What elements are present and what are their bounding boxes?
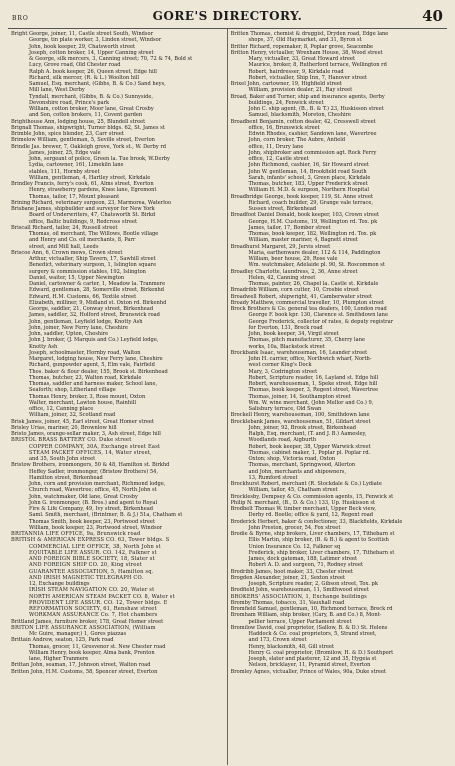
directory-entry: Mc Guire, manager,) 1, Gores piazzas xyxy=(29,631,127,637)
directory-entry: Brisbane James, shipbuilder and surveyor for New York xyxy=(11,206,155,212)
directory-entry: Broadwell Robert, shipwright, 41, Camberwater street xyxy=(230,293,373,300)
directory-entry: 12, Exchange buildings xyxy=(29,581,90,587)
directory-entry: Brogden Alexander, joiner, 21, Sexton street xyxy=(230,574,346,581)
directory-entry: COPPER COMPANY, 30A, Exchange street East xyxy=(29,443,161,450)
directory-entry: Britten Thomas, chemist & druggist, Dryden road, Edge lane xyxy=(230,31,389,37)
directory-entry: Robert, warehouseman, 1, Speke street, Edge hill xyxy=(248,381,378,387)
directory-entry: Church road, Wavertree; office, 45, North John st xyxy=(29,487,157,494)
directory-entry: Bromfield Samuel, gentleman, 10, Richmond terrace, Breck rd xyxy=(230,606,393,612)
directory-entry: Brittland James, furniture broker, 178, Great Homer street xyxy=(11,618,164,625)
directory-entry: William, tailor, 45, Chatham street xyxy=(248,487,338,494)
directory-entry: Brixel John, cartowner, 19, Highfield street xyxy=(230,81,342,87)
directory-entry: BRISTOL BRASS BATTERY CO. Duke street xyxy=(11,437,132,444)
directory-entry: Thomas Henry, broker, 3, Rose mount, Oxton xyxy=(29,393,146,400)
directory-entry: Saml. Smith, merchant, (Brintmer, B. & J.) 51a, Chatham st xyxy=(29,512,183,519)
directory-entry: Brighthouse Ann, lodging house, 25, Blundell street xyxy=(11,118,146,125)
directory-entry: Brimelow William, gentleman, 5, Seville street, Everton xyxy=(11,137,155,144)
directory-entry: Philip N. merchant, (B., D. & Co.) 133, Up. Huskisson st xyxy=(230,499,376,506)
directory-entry: Thomas, saddler and harness maker, School lane, xyxy=(29,381,158,387)
directory-entry: Edward, H.M. Customs, 66, Textile street xyxy=(29,293,137,300)
directory-entry: BRITANNIA LIFE OFFICE, 9a, Brunswick road xyxy=(11,531,141,537)
directory-columns xyxy=(8,29,447,765)
directory-entry: Devonshire road, Prince's park xyxy=(29,99,110,106)
directory-entry: Robert, book keeper, 38, Upper Warwick street xyxy=(248,443,371,450)
directory-entry: Britter Richard, ropemaker, 8, Poplar grove, Seacombe xyxy=(230,43,374,50)
directory-entry: Sussex street, Birkenhead xyxy=(248,206,317,212)
directory-entry: William, book keeper, 23, Portwood street, Windsor xyxy=(29,524,163,531)
directory-entry: Briscoe Ann, 6, Crown mews, Crown street xyxy=(11,249,123,256)
directory-entry: James, saddler, 32, Holford street, Brunswick road xyxy=(29,312,160,319)
directory-entry: James, joiner, 25, Edge vale xyxy=(29,149,101,156)
directory-entry: George, tin plate worker, 3, Linden street, Windsor xyxy=(29,37,162,44)
directory-entry: Union Insurance Co. 12, Falkner sq xyxy=(248,543,341,550)
directory-entry: office, Baltic buildings, 9, Redcross street xyxy=(29,218,138,225)
directory-entry: Daniel, cartowner & carter, 1, Meadow la. Tranmere xyxy=(29,281,166,287)
directory-entry: Bromilow David, coal proprietor, (Sallow, B. & D.) St. Helens xyxy=(230,624,388,631)
directory-entry: George, H.M. Customs, 19, Wellington rd. Tox. pk xyxy=(248,218,378,225)
directory-entry: Richard, coach builder, 29, Grange vale terrace, xyxy=(248,199,374,206)
directory-entry: Thos. baker & flour dealer, 155, Brook st. Birkenhead xyxy=(29,368,168,375)
directory-entry: Robert, victualler, Ship Inn, 7, Hanover street xyxy=(248,74,368,81)
directory-entry: Robert, hairdresser, 9, Kirkdale road xyxy=(248,68,344,75)
directory-entry: for Everton, 131, Breck road xyxy=(248,324,323,331)
directory-entry: George F. book kpr. 130, Clarence st. Smithdown lane xyxy=(248,312,388,319)
directory-entry: Arthur, victualler, Ship Tavern, 17, Sawhill street xyxy=(29,256,156,262)
directory-entry: Edward, gentleman, 28, Somerville street, Birkenhd xyxy=(29,287,165,294)
directory-entry: John J. broker, (J. Marquis and Co.) Leyfield lodge, xyxy=(29,337,159,344)
directory-entry: Margaret, lodging house, New Ferry lane, Cheshire xyxy=(29,356,163,362)
directory-entry: street, and Mill hall, Leeds xyxy=(29,243,99,250)
directory-entry: EQUITABLE LIFE ASSUR. CO. 142, Falkner st xyxy=(29,549,157,556)
directory-entry: Brocklebank James, warehouseman, 51, Gildart street xyxy=(230,418,371,425)
directory-entry: Brodfield John, warehouseman, 11, Smithwood street xyxy=(230,587,369,594)
directory-entry: James, dock gateman, 188, Latimer street xyxy=(248,556,358,562)
directory-entry: Ellis Martin, ship broker, (B. & B.) & agent to Scottish xyxy=(248,537,389,544)
directory-entry: and 173, Crown street xyxy=(248,637,307,644)
directory-entry: Thomas, joiner, 14, Southampton street xyxy=(248,393,351,400)
directory-entry: Brodie & Byrne, ship brokers, Liver chambers, 17, Tithebarn st xyxy=(230,531,395,537)
directory-entry: Bromby Thomas, tobacco, 31, Vauxhall road xyxy=(230,599,345,606)
directory-entry: Walter, merchant, Lawton house, Rainhill xyxy=(29,399,137,406)
directory-entry: John, watchmaker, Old lane, Great Crosby xyxy=(29,493,138,500)
directory-entry: Thomas, butcher, 183, Upper Frederick street xyxy=(248,181,368,187)
directory-entry: surgery & commission stables, 192, Islington xyxy=(29,268,146,275)
directory-entry: Broady Matthew, commercial traveller, 10, Plumpton street xyxy=(230,299,385,306)
directory-entry: Richard, gunpowder agent, 5, Elm vale, Fairfield xyxy=(29,362,155,369)
directory-entry: Wm. W. wine merchant, (John Mellor and Co.) 9, xyxy=(248,399,374,406)
directory-entry: Derby rd. Bootle; office & yard, 12, Regent road xyxy=(248,512,374,519)
directory-entry: IRISH STEAM NAVIGATION CO. 20, Water st xyxy=(29,587,155,594)
directory-entry: James, tailor, 17, Bomber street xyxy=(248,224,331,231)
directory-entry: John, saddler, Upton, Cheshire xyxy=(29,331,109,337)
directory-entry: REFORMATION SOCIETY, 61, Renshaw street xyxy=(29,606,157,612)
directory-entry: Board of Underwriters, 47, Chatsworth St. Birkd xyxy=(29,212,156,219)
directory-entry: lane, Higher Tranmere xyxy=(29,656,89,662)
directory-entry: shops, 37, Old Haymarket, and 31, Byron st xyxy=(248,37,362,44)
directory-entry: Broadhurst Margaret, 29, Jervis street xyxy=(230,243,331,250)
directory-entry: Broad, Baker and Turner, ship and insurance agents, Derby xyxy=(230,93,385,100)
directory-entry: office, 16, Brunswick street xyxy=(248,124,320,131)
directory-entry: Brockbank Isaac, warehouseman, 16, Leander street xyxy=(230,349,368,356)
directory-entry: Benedict, veterinary surgeon, 1, Islington square xyxy=(29,262,157,269)
directory-entry: William, master mariner, 4, Bagnett street xyxy=(248,237,358,244)
directory-entry: Daniel, waiter, 15, Upper Newington xyxy=(29,274,125,281)
directory-entry: Mary, victualler, 33, Great Howard street xyxy=(248,56,356,62)
directory-entry: John Richmond, cashier, 16, Sir Howard street xyxy=(248,162,369,169)
running-head: BRO xyxy=(12,15,29,22)
directory-entry: Edwin Rhodes, cashier, Sandown lane, Wavertree xyxy=(248,131,377,137)
directory-entry: Salisbury terrace, Old Swan xyxy=(248,406,322,412)
left-column xyxy=(8,29,228,765)
directory-entry: Thomas Smith, book keeper, 23, Portwood street xyxy=(29,518,155,525)
directory-entry: John, gentleman, Leyfield lodge, Knotty Ash xyxy=(29,318,143,325)
directory-entry: John W. gentleman, 14, Brookfield road South xyxy=(248,168,367,175)
directory-entry: William Henry, book keeper, Alma bank, Prenton xyxy=(29,649,155,656)
directory-entry: Knotty Ash xyxy=(29,343,58,350)
directory-entry: Hamilton street, Birkenhead xyxy=(29,474,103,481)
directory-entry: Joseph, schoolmaster, Hornby road, Walton xyxy=(29,349,141,356)
directory-entry: Oxton; shop, Victoria road, Oxton xyxy=(248,456,336,462)
directory-entry: Ralph, Esq. merchant, (T. and J. B.) Aamesley, xyxy=(248,431,367,437)
directory-entry: John, corn and provision merchant, Richmond lodge, xyxy=(29,481,166,487)
directory-entry: Maria, earthenware dealer, 112 & 114, Paddington xyxy=(248,249,381,256)
directory-entry: west corner King's Dock xyxy=(248,362,312,369)
directory-entry: Britton Henry, victualler, Wrexham House, 38, Wood street xyxy=(230,49,383,56)
directory-entry: and John, merchants and shipowners, xyxy=(248,468,346,475)
directory-entry: John H. carrier, office, Northwich wharf, North- xyxy=(248,356,372,362)
directory-entry: Brining Richard, veterinary surgeon, 23, Marmorea, Waterloo xyxy=(11,199,172,206)
page-number: 40 xyxy=(422,7,443,25)
directory-entry: Lucy, Grove road, Old Chester road xyxy=(29,62,121,69)
directory-entry: Brisk James, joiner, 45, Earl street, Great Homer street xyxy=(11,418,154,425)
directory-entry: WORKMAN ASSURANCE Co. 7, Hot chambers xyxy=(29,612,158,619)
directory-entry: Brock Brothers & Co. general tea dealers, 100, London road xyxy=(230,306,387,312)
directory-entry: Frederick, ship broker, Liver chambers, 17, Tithebarn st xyxy=(248,549,395,556)
directory-entry: Briscall Richard, tailor, 24, Russell street xyxy=(11,224,118,231)
directory-entry: William H. M.D. & surgeon, Northern Hospital xyxy=(248,187,370,194)
directory-entry: and 35, South John street xyxy=(29,456,96,462)
directory-entry: Brittan John, seaman, 17, Johnson street, Walton road xyxy=(11,662,151,669)
directory-entry: COMMERCIAL LIFE OFFICE, 38, North John st xyxy=(29,543,161,550)
directory-entry: Brockhurst Robert, merchant (R. Stockdale & Co.) Lydiate xyxy=(230,481,382,487)
directory-entry: Haddock & Co. coal proprietors, 5, Strand street, xyxy=(248,631,377,637)
directory-entry: Tyndall, merchant, (Gibbs, B. & Co.) Sunnyside, xyxy=(29,93,154,100)
directory-entry: John, sergeant of police, Green la. Tue brook, W.Derby xyxy=(29,156,170,162)
directory-entry: AND IRISH MAGNETIC TELEGRAPH CO. xyxy=(29,574,144,581)
directory-entry: Brodribb James, boot maker, 33, Chester street xyxy=(230,568,353,575)
directory-entry: BROKERS' ASSOCIATION, 1, Exchange buildings xyxy=(230,593,367,600)
directory-entry: Brisley Urias, mariner, 20, Brownlow hill xyxy=(11,424,117,431)
directory-entry: Mary, 3, Codrington street xyxy=(248,368,318,375)
directory-entry: BRITON LIFE ASSURANCE ASSOCIATION, (William xyxy=(11,624,156,631)
directory-entry: Broadbent Benjamin, cotton dealer, 42, Cresswell street xyxy=(230,118,376,125)
directory-entry: STEAM PACKET OFFICES, 14, Water street, xyxy=(29,449,152,456)
directory-entry: buildings, 24, Fenwick street xyxy=(248,99,324,106)
directory-entry: Lydia, cartowner, 161, Limekiln lane xyxy=(29,162,124,169)
directory-entry: Broadfoot Daniel Donald, book keeper, 103, Crown street xyxy=(230,212,380,219)
directory-entry: John C. ship agent, (B., B. & T.) 23, Huskisson street xyxy=(248,106,384,112)
directory-entry: Thomas, book keeper, 3, Regent street, Wavertree xyxy=(248,387,379,394)
directory-entry: and Henry and Co. oil merchants, 8, Parr xyxy=(29,237,136,244)
directory-entry: Robert, Scripture reader, 16, Layland st. Edge hill xyxy=(248,374,379,381)
right-column xyxy=(228,29,448,765)
directory-entry: Samuel, Esq. merchant, (Gibbs, B. & Co.) Sand heys, xyxy=(29,81,166,87)
directory-entry: Brockell Henry, warehouseman, 100, Smithdown lane xyxy=(230,412,370,419)
directory-entry: 13, Rumford street xyxy=(248,474,298,481)
directory-entry: John, book keeper, 34, Virgil street xyxy=(248,331,339,337)
directory-entry: John, joiner, New Ferry lane, Cheshire xyxy=(29,324,129,331)
directory-entry: George, saddler, 21, Conway street, Birkenhead xyxy=(29,306,154,312)
directory-entry: William, beer house, 29, Rose vale xyxy=(248,256,338,262)
directory-entry: Thomas, pitch manufacturer, 35, Cherry lane xyxy=(248,337,365,344)
directory-entry: Bromham William, ship broker, (Cary, B. and Co.) 8, Mont- xyxy=(230,612,382,619)
directory-entry: Woodlands road, Aigburth xyxy=(248,437,317,444)
directory-entry: Helen, 42, Canning street xyxy=(248,274,316,281)
directory-entry: Ralph A. book keeper, 26, Queen street, Edge hill xyxy=(29,68,157,75)
directory-entry: Maurice, broker, 8, Rutherford terrace, Wellington rd xyxy=(248,62,387,69)
directory-entry: Brodbelt Thomas W. timber merchant, Upper Beck view, xyxy=(230,506,376,512)
page-title: GORE'S DIRECTORY. xyxy=(152,9,303,23)
directory-entry: Richard, silk mercer, (R. & L.) Woolton hill xyxy=(29,74,140,81)
directory-entry: & George, silk mercers, 3, Canning street; 70, 72 & 74, Bold st xyxy=(29,56,193,62)
directory-entry: Sarah, infants' school, 3, Green place, Kirkdale xyxy=(248,174,371,181)
directory-entry: Brindley Francis, ferry's cook, 61, Alms street, Everton xyxy=(11,181,154,187)
directory-entry: Robert A. D. and surgeon, 71, Rodney street xyxy=(248,562,364,569)
directory-entry: office, 11, Drury lane xyxy=(248,143,304,150)
directory-entry: Bristow Brothers, ironmongers, 50 & 48, Hamilton st. Birkhd xyxy=(11,462,170,469)
directory-entry: Britten John, H.M. Customs, 58, Spencer street, Everton xyxy=(11,668,158,675)
directory-entry: Thomas, cabinet maker, 1, Poplar pl. Poplar rd. xyxy=(248,449,371,456)
directory-entry: Elizabeth, milliner, 9, Midland st. Oxton rd. Birkenhd xyxy=(29,299,167,306)
directory-entry: Fire & Life Company, 49, Ivy street, Birkenhead xyxy=(29,506,154,512)
directory-entry: William, provision dealer, 21, Ray street xyxy=(248,87,353,94)
directory-entry: Broadley Charlotte, laundress, 2, 36, Anne street xyxy=(230,268,358,275)
directory-entry: Bright George, joiner, 11, Castle street South, Windsor xyxy=(11,31,153,37)
directory-entry: John, joiner, 92, Brook street, Birkenhead xyxy=(248,424,357,431)
directory-entry: NORTH AMERICAN STEAM PACKET CO. 8, Water st xyxy=(29,593,175,600)
directory-entry: Nelson, bricklayer, 11, Pyramid street, Everton xyxy=(248,662,371,669)
directory-entry: Thomas, book keeper, 182, Wellington rd. Tox. pk xyxy=(248,231,377,237)
directory-entry: Brimble John, spice blender, 23, Carr street xyxy=(11,131,124,137)
directory-entry: John, shipbroker and commission agt. Rock Ferry xyxy=(248,149,377,156)
directory-entry: Thomas, painter, 26, Chapel la. Castle st. Kirkdale xyxy=(248,281,379,287)
directory-entry: pellier terrace, Upper Parliament street xyxy=(248,618,352,625)
directory-entry: Thomas, oil merchant, The Willows, Bootle village xyxy=(29,231,159,237)
directory-entry: GUARANTEE ASSOCIATION, 5, Hamilton sq. xyxy=(29,568,154,575)
directory-entry: John Preston, grocer, 54, Fox street xyxy=(248,524,341,531)
directory-entry: and Son, cotton brokers, 11, Covent garden xyxy=(29,112,143,119)
directory-entry: George Frederick, collector of rates, & deputy registrar xyxy=(248,318,394,325)
directory-entry: Heffey Sadler, ironmonger, (Bristow Brothers) 54, xyxy=(29,468,158,475)
directory-entry: John G. ironmonger, (B. Bros.) and agent to Royal xyxy=(29,499,158,506)
page-header xyxy=(8,6,447,29)
directory-entry: Henry, strawberry gardens, Knee lane, Egremont xyxy=(29,187,157,194)
directory-entry: John, book keeper, 29, Chatsworth street xyxy=(29,43,136,50)
directory-entry: Thomas, grocer, 11, Grosvenor st. New Chester road xyxy=(29,643,166,650)
directory-entry: Brocklesby, Dempsey & Co. commission agents, 15, Fenwick st xyxy=(230,493,394,500)
directory-entry: Brignall Thomas, shipwright, Turner bldgs. 62, St. James st xyxy=(11,124,165,131)
directory-entry: Brindle Jas. brewer, 7, Oakleigh grove, York st., W. Derby rd xyxy=(11,143,167,150)
directory-entry: William, joiner, 32, Scotland road xyxy=(29,412,116,419)
directory-entry: AND FOREIGN SHIP CO. 20, King street xyxy=(29,562,142,569)
directory-entry: office, 12, Canning place xyxy=(29,406,94,412)
directory-entry: works, 10a, Blackstock street xyxy=(248,343,325,350)
directory-entry: Henry, blacksmith, 48, Gill street xyxy=(248,643,335,650)
directory-entry: Joseph, cotton broker, 14, Upper Canning street xyxy=(29,49,154,56)
directory-entry: Seaforth; shop, Litherland village xyxy=(29,387,116,394)
directory-entry: Mill lane, West Derby xyxy=(29,87,85,94)
directory-entry: AND FOREIGN BIBLE SOCIETY, 18, Slater st xyxy=(29,556,155,562)
directory-entry: John, corn broker, The Aubre, Anfield xyxy=(248,137,346,144)
directory-entry: Bromley Agnes, victualler, Prince of Wales, 90a, Duke street xyxy=(230,668,387,675)
directory-entry: William, cotton broker, Moor lane, Great Crosby xyxy=(29,106,154,112)
directory-entry: Thomas, butcher, 23, Walton road, Kirkdale xyxy=(29,374,142,381)
directory-entry: BRITISH & AMERICAN EXPRESS CO. 63, Tower bldgs. S xyxy=(11,537,170,544)
directory-entry: Henry G. coal proprietor, (Bromilow, H. & D.) Southport xyxy=(248,649,394,656)
directory-entry: William, gentleman, 4, Hartley street, Kirkdale xyxy=(29,174,151,181)
directory-entry: Wm. watchmaker, Adelaide pl. 90, St. Roscommon st xyxy=(248,262,385,269)
directory-entry: Brittain Andrew, seaton, 125, Park road xyxy=(11,637,114,644)
directory-entry: PROVIDENT LIFE ASSUR. CO. 12, Tower bldgs. E xyxy=(29,599,168,606)
directory-entry: Joseph, slater and plasterer, 12 and 35, Hygeia st xyxy=(248,656,377,662)
directory-entry: Broadribb William, corn cutter, 10, Crosbie street xyxy=(230,287,360,294)
directory-entry: Thomas, merchant, Springwood, Allerton xyxy=(248,462,356,469)
directory-entry: Samuel, blacksmith, Moreton, Cheshire xyxy=(248,112,352,119)
directory-entry: office, 12, Castle street xyxy=(248,156,309,162)
directory-entry: Thomas, tailor, 17, Mount pleasant xyxy=(29,193,120,200)
directory-entry: Bristo James, orange-sellar maker, 3, Ash street, Edge hill xyxy=(11,431,161,437)
directory-entry: Broadbridge George, book keeper, 119, St. Anne street xyxy=(230,193,374,200)
directory-entry: Broderick Herbert, baker & confectioner, 33, Blackfields, Kirkdale xyxy=(230,518,403,525)
directory-entry: stables, 111, Hornby street xyxy=(29,168,100,175)
directory-entry: Joseph, Scripture reader, 2, Gibson street, Tox. pk xyxy=(248,581,378,587)
